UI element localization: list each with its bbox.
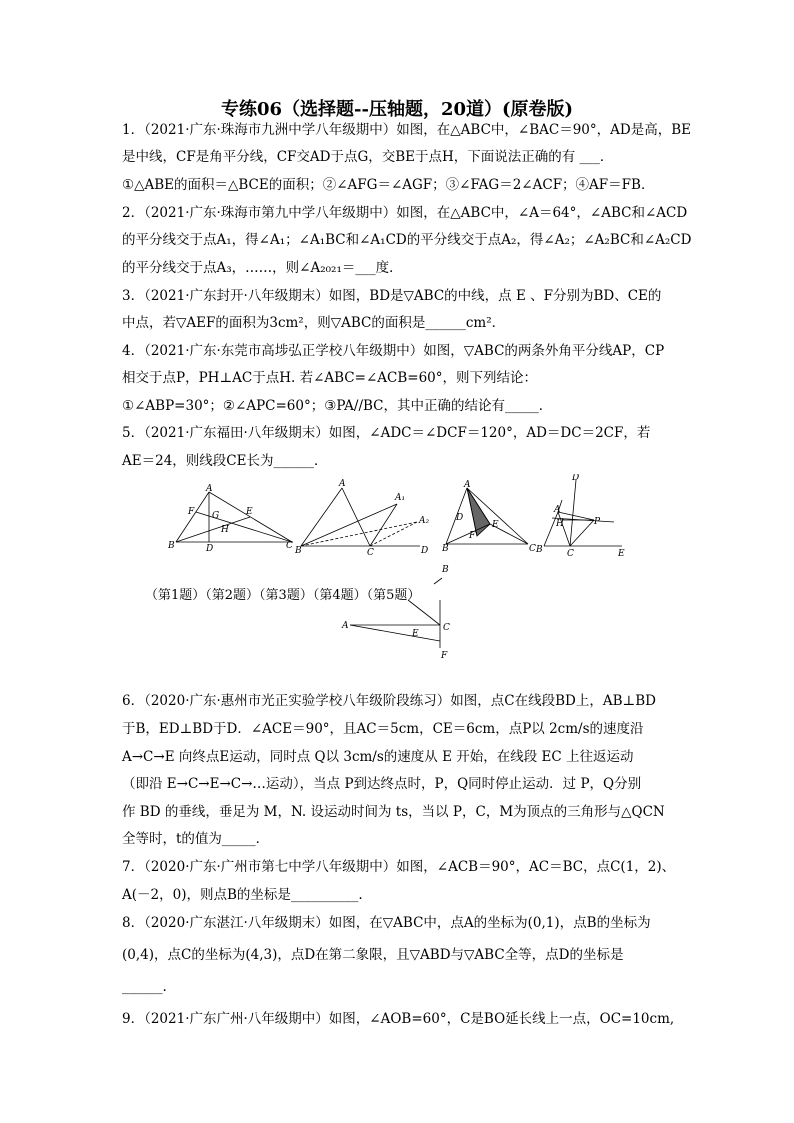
text-line: 5．（2021·广东福田·八年级期末）如图，∠ADC＝∠DCF＝120°，AD＝DC＝2CF，若 [122,425,651,441]
text-line: 3．（2021·广东封开·八年级期末）如图，BD是▽ABC的中线，点 E 、F分别为BD、CE的 [122,288,662,304]
text-line: ______. [122,979,167,995]
text-line: ①△ABE的面积＝△BCE的面积；②∠AFG＝∠AGF；③∠FAG＝2∠ACF；④AF＝FB． [122,177,655,193]
label-E: E [412,629,419,639]
label-A: A [342,621,349,631]
label-A: A [554,505,561,515]
text-line: A(－2，0)，则点B的坐标是__________. [122,887,363,903]
text-line: A→C→E 向终点E运动，同时点 Q以 3cm/s的速度从 E 开始，在线段 EC 上往返运动 [122,749,634,765]
label-C: C [367,548,374,556]
figure-5 [338,560,458,660]
text-line: 全等时，t的值为_____． [122,831,270,847]
label-B: B [442,544,449,552]
label-C: C [529,544,536,552]
figure-4 [532,474,632,560]
text-line: 2．（2021·广东·珠海市第九中学八年级期中）如图，在△ABC中，∠A＝64°，∠ABC和∠ACD [122,205,688,221]
label-P: P [594,517,601,527]
figure-1 [168,484,298,554]
figure-3 [442,480,542,552]
text-line: 作 BD 的垂线，垂足为 M，N. 设运动时间为 ts，当以 P，C，M为顶点的三角形与△QCN [122,804,665,820]
text-line: 于B，ED⊥BD于D．∠ACE＝90°，且AC＝5cm，CE＝6cm，点P以 2cm/s的速度沿 [122,721,644,737]
text-line: 中点，若▽AEF的面积为3cm²，则▽ABC的面积是______cm²． [122,315,506,331]
label-A2: A₂ [419,516,430,526]
label-A: A [206,484,213,494]
label-C: C [443,623,450,633]
text-line: 的平分线交于点A₁，得∠A₁；∠A₁BC和∠A₁CD的平分线交于点A₂，得∠A₂；∠A₂BC和∠A₂CD [122,232,692,248]
text-line: 4．（2021·广东·东莞市高埗弘正学校八年级期中）如图，▽ABC的两条外角平分线AP，CP [122,343,665,359]
label-E: E [618,549,625,559]
label-H: H [221,525,229,535]
text-line: ①∠ABP=30°；②∠APC=60°；③PA//BC，其中正确的结论有_____． [122,398,553,414]
label-F: F [469,531,476,541]
label-F: F [441,651,448,660]
text-line: (0,4)，点C的坐标为(4,3)，点D在第二象限，且▽ABD与▽ABC全等，点D的坐标是 [122,947,624,963]
label-C: C [286,541,293,551]
text-line: 1．（2021·广东·珠海市九洲中学八年级期中）如图，在△ABC中，∠BAC＝90°，AD是高，BE [122,122,691,138]
label-H: H [556,519,564,529]
text-line: 6．（2020·广东·惠州市光正实验学校八年级阶段练习）如图，点C在线段BD上，AB⊥BD [122,693,656,709]
label-B: B [168,541,175,551]
label-D: D [206,544,214,554]
page-title: 专练06（选择题--压轴题，20道）(原卷版) [220,99,574,120]
label-A1: A₁ [395,493,406,503]
label-C: C [567,549,574,559]
text-line: 9．（2021·广东广州·八年级期中）如图，∠AOB=60°，C是BO延长线上一点，OC=10cm, [122,1011,675,1027]
label-D: D [572,474,580,483]
text-line: 相交于点P，PH⊥AC于点H. 若∠ABC=∠ACB=60°，则下列结论： [122,370,537,386]
text-line: 7．（2020·广东·广州市第七中学八年级期中）如图，∠ACB＝90°，AC＝BC，点C(1，2)、 [122,859,676,875]
label-B: B [536,545,543,555]
label-A: A [464,480,471,490]
label-F: F [188,507,195,517]
label-G: G [212,511,220,521]
figure-2 [295,476,435,556]
label-B: B [442,565,449,575]
text-line: 8．（2020·广东湛江·八年级期末）如图，在▽ABC中，点A的坐标为(0,1)，点B的坐标为 [122,915,651,931]
label-B: B [295,546,302,556]
text-line: 的平分线交于点A₃，……，则∠A₂₀₂₁＝___度． [122,260,403,276]
label-E: E [246,507,253,517]
figure-captions: （第1题）（第2题）（第3题）（第4题）（第5题） [145,588,421,603]
label-A: A [339,479,346,489]
label-E: E [492,520,499,530]
label-D: D [456,513,464,523]
text-line: （即沿 E→C→E→C→…运动），当点 P到达终点时，P，Q同时停止运动．过 P，Q分别 [122,776,642,792]
text-line: AE＝24，则线段CE长为______． [122,453,328,469]
label-D: D [421,546,429,556]
text-line: 是中线，CF是角平分线，CF交AD于点G，交BE于点H，下面说法正确的有 ___． [122,149,614,165]
